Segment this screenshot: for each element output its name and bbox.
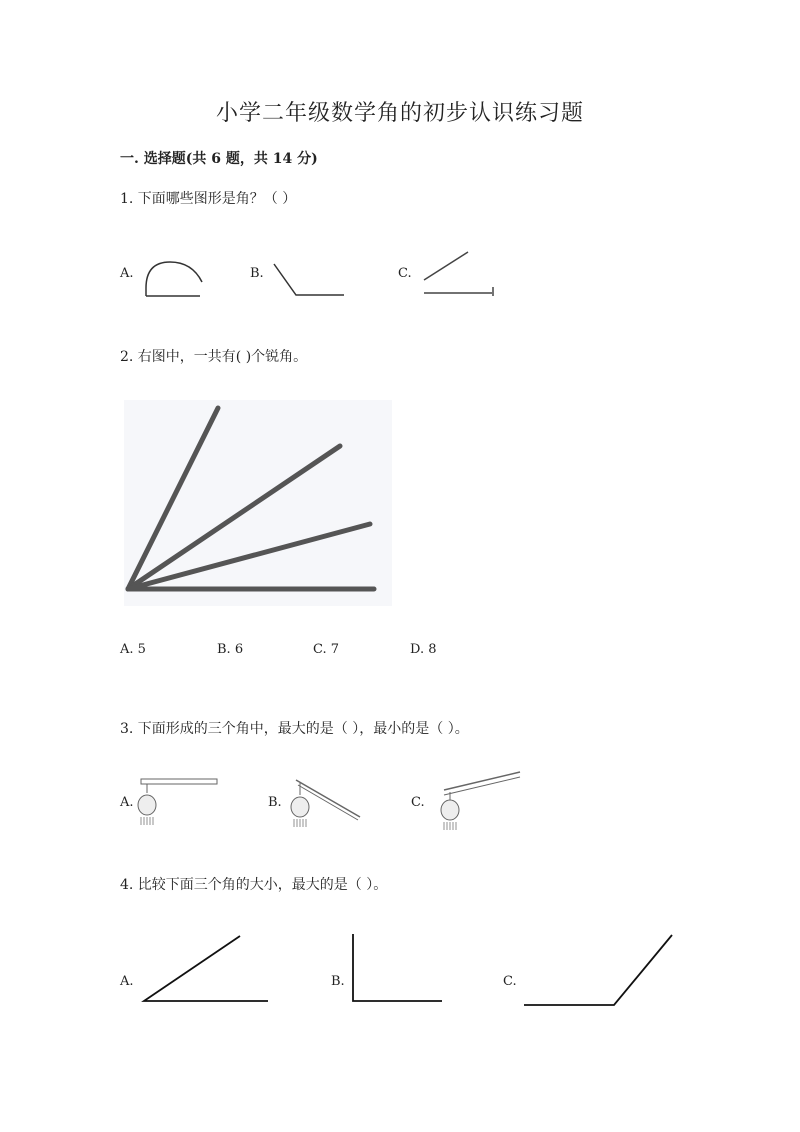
q4-option-c-label: C. [503, 974, 517, 989]
page-title: 小学二年级数学角的初步认识练习题 [215, 101, 584, 126]
q3-option-a-label: A. [120, 795, 134, 810]
question-2-text: 2. 右图中，一共有( )个锐角。 [120, 349, 308, 365]
q3-option-c-label: C. [411, 795, 425, 810]
q2-option-d: D. 8 [410, 642, 437, 657]
q4-option-a-label: A. [120, 974, 134, 989]
section-heading: 一. 选择题(共 6 题，共 14 分) [120, 151, 318, 167]
q1-option-a-label: A. [120, 266, 134, 281]
q2-option-c: C. 7 [313, 642, 340, 657]
q3-option-b-label: B. [268, 795, 282, 810]
q1-option-b-label: B. [250, 266, 264, 281]
q3-figure-b-lantern [288, 775, 368, 837]
q2-figure-rays [120, 396, 395, 611]
q4-figure-b-right-angle [348, 932, 448, 1007]
q2-option-b: B. 6 [217, 642, 244, 657]
q1-figure-b-angle [270, 260, 350, 300]
q3-figure-a-lantern [135, 775, 225, 835]
q1-figure-c-lines [420, 250, 500, 300]
q4-option-b-label: B. [331, 974, 345, 989]
question-1-text: 1. 下面哪些图形是角？（ ） [120, 191, 297, 207]
q1-option-c-label: C. [398, 266, 412, 281]
question-3-text: 3. 下面形成的三个角中，最大的是（ ），最小的是（ ）。 [120, 721, 469, 737]
q2-option-a: A. 5 [120, 642, 146, 657]
question-4-text: 4. 比较下面三个角的大小，最大的是（ ）。 [120, 877, 388, 893]
q1-figure-a-arc [140, 258, 210, 302]
q3-figure-c-lantern [432, 768, 527, 834]
q4-figure-a-acute-angle [140, 932, 275, 1007]
q4-figure-c-obtuse-angle [520, 932, 680, 1012]
